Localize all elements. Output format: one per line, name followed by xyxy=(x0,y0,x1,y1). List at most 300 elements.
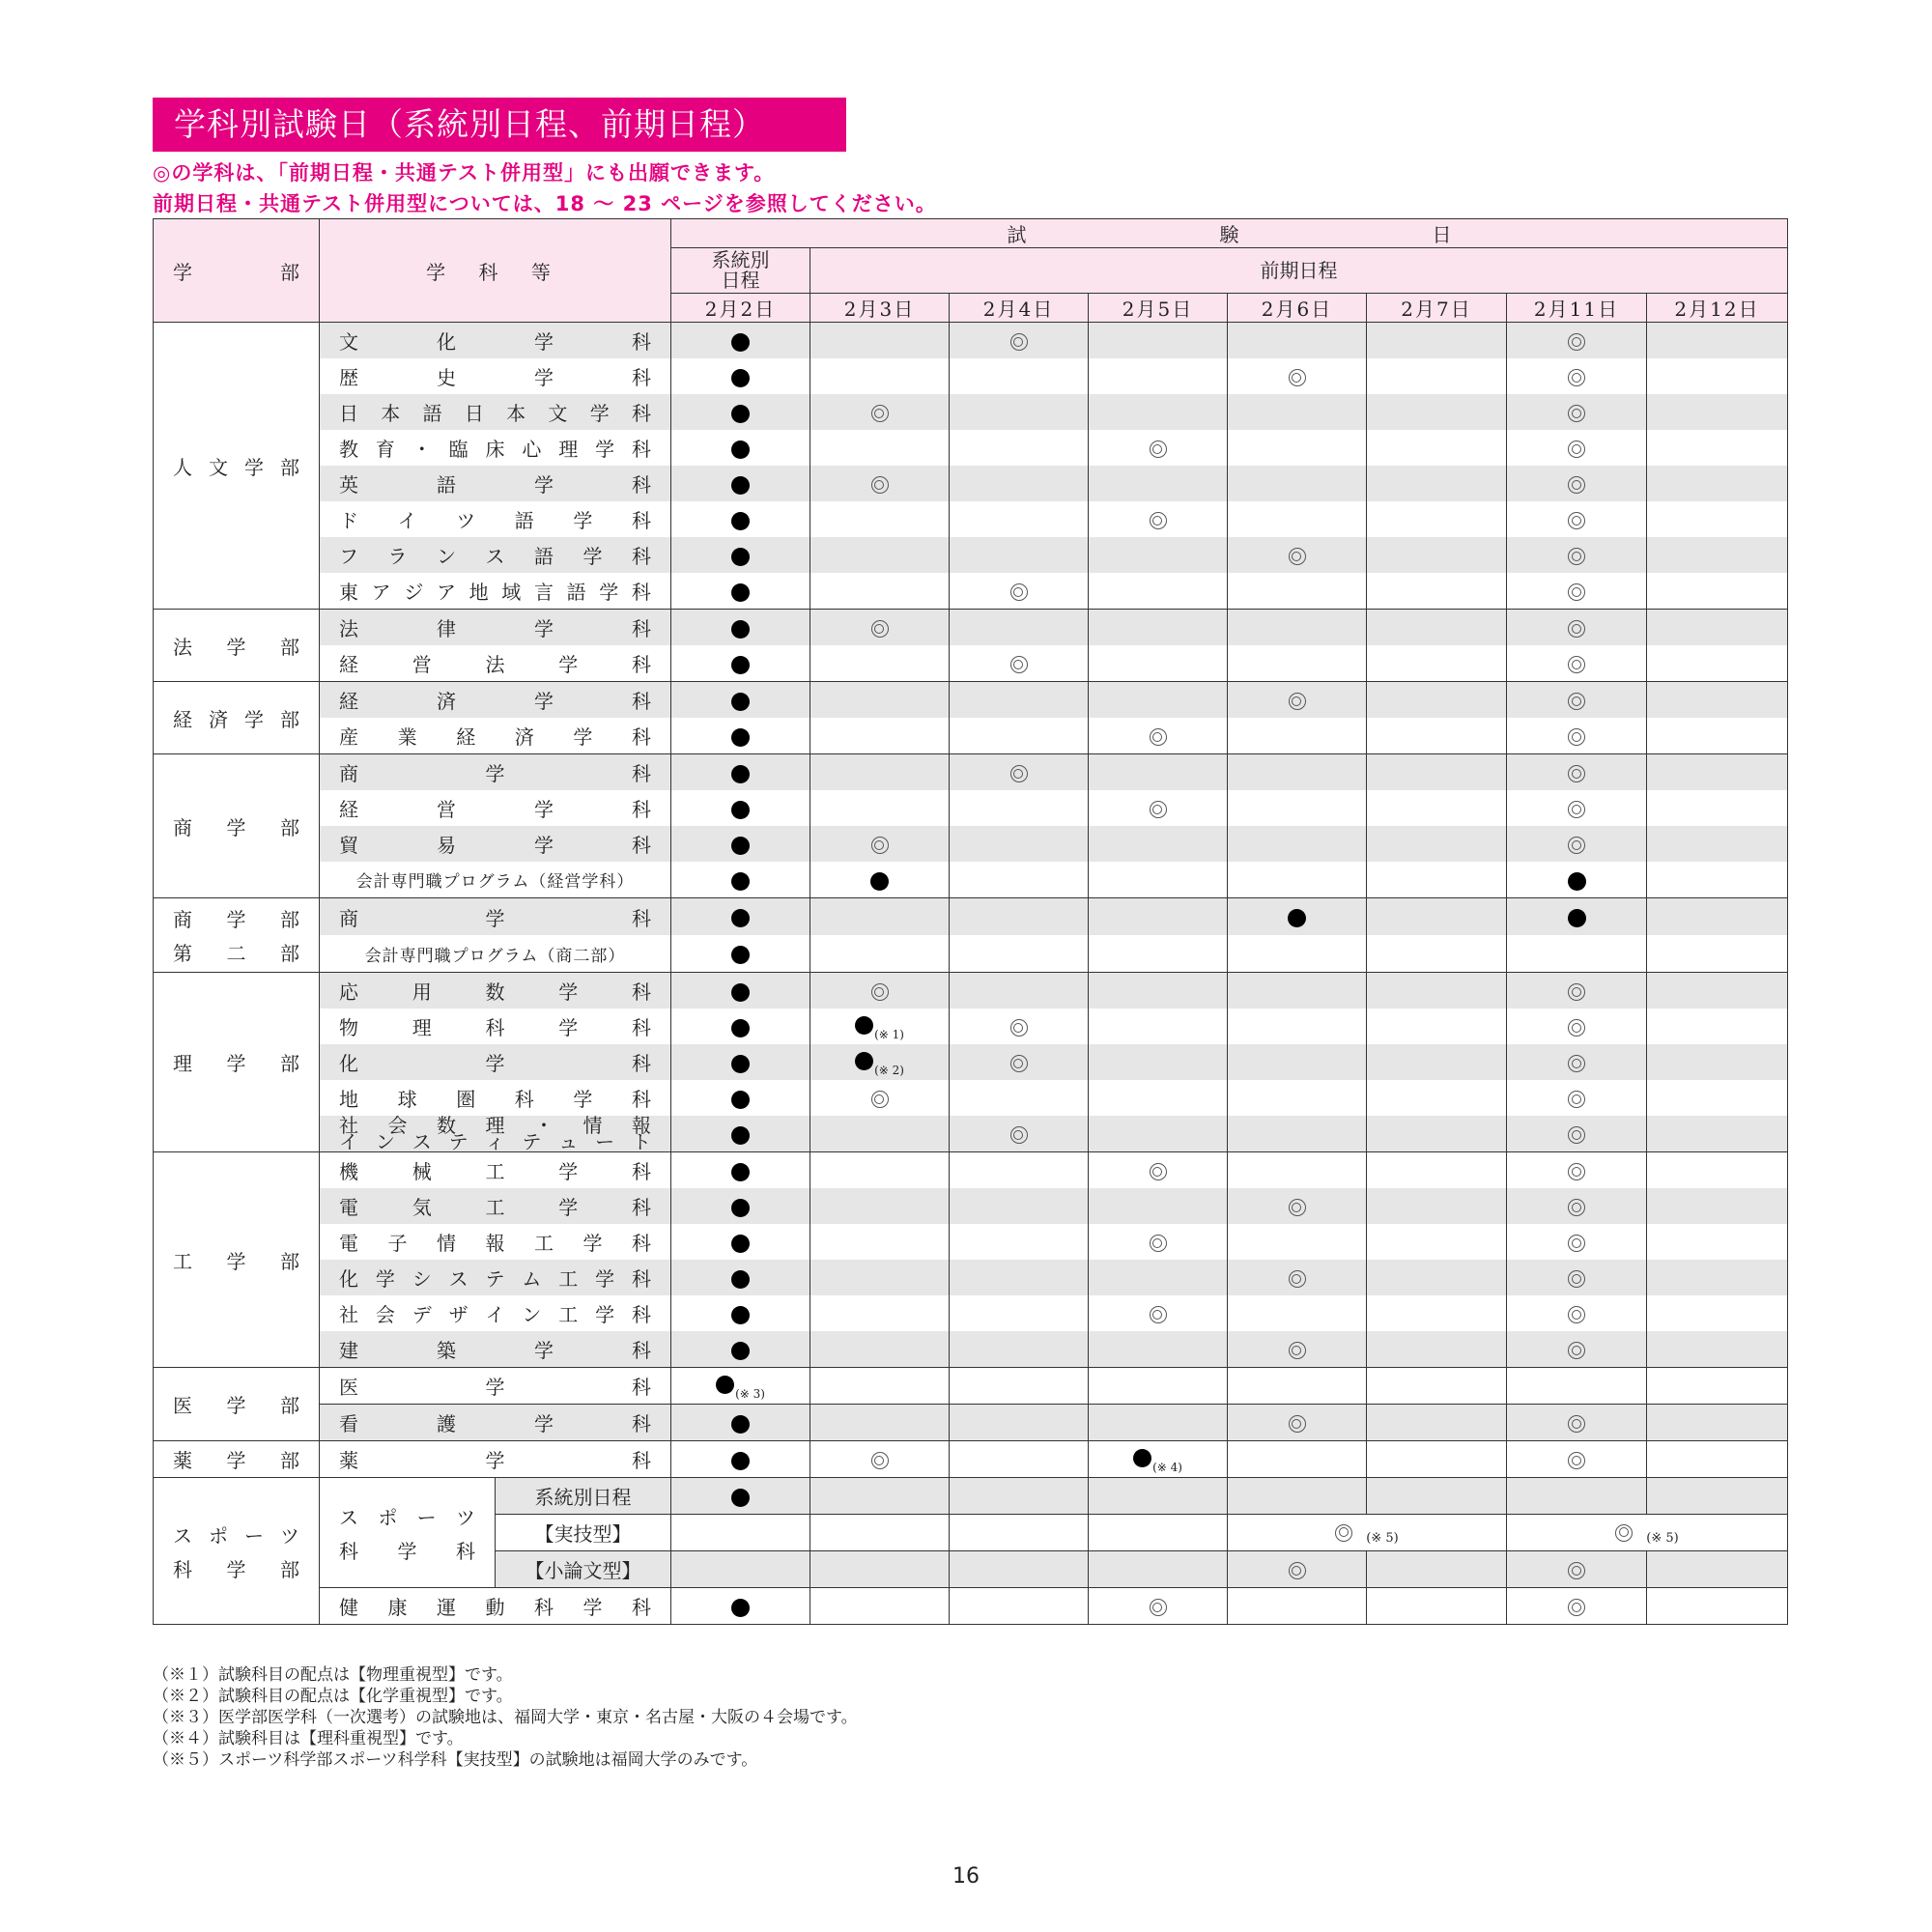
date-cell xyxy=(1089,394,1228,430)
department-cell: 建 築 学 科 xyxy=(320,1331,671,1368)
date-cell xyxy=(1228,1009,1367,1044)
date-cell xyxy=(1089,573,1228,610)
date-cell xyxy=(1647,935,1788,973)
date-cell xyxy=(810,1009,950,1044)
date-cell xyxy=(950,1295,1089,1331)
dot-icon xyxy=(731,1199,750,1217)
date-cell xyxy=(1089,862,1228,898)
faculty-cell: 経 済 学 部 xyxy=(154,682,320,754)
date-cell xyxy=(810,358,950,394)
date-cell xyxy=(671,1405,810,1441)
date-cell xyxy=(950,1260,1089,1295)
date-cell xyxy=(1647,1405,1788,1441)
date-cell xyxy=(1089,610,1228,646)
dot-icon xyxy=(731,1415,750,1434)
date-cell xyxy=(810,973,950,1009)
date-cell xyxy=(1089,323,1228,359)
dot-icon xyxy=(731,620,750,639)
date-cell xyxy=(1228,1368,1367,1405)
double-circle-icon xyxy=(1568,512,1585,529)
date-cell xyxy=(1507,1116,1647,1152)
table-row xyxy=(154,973,1788,1009)
double-circle-icon xyxy=(1568,656,1585,673)
date-cell xyxy=(1647,826,1788,862)
header-date: 2月3日 xyxy=(810,294,950,323)
date-cell xyxy=(810,790,950,826)
date-cell xyxy=(1228,1224,1367,1260)
date-cell xyxy=(950,1405,1089,1441)
date-cell xyxy=(1228,537,1367,573)
date-cell xyxy=(810,1551,950,1588)
date-cell xyxy=(950,466,1089,501)
double-circle-icon xyxy=(871,837,889,854)
double-circle-icon xyxy=(1568,728,1585,746)
double-circle-icon xyxy=(1568,1562,1585,1579)
date-cell xyxy=(950,358,1089,394)
date-cell xyxy=(1228,862,1367,898)
double-circle-icon xyxy=(1568,440,1585,458)
date-cell xyxy=(950,862,1089,898)
date-cell xyxy=(1089,754,1228,791)
date-cell xyxy=(1228,1116,1367,1152)
date-cell xyxy=(950,323,1089,359)
date-cell xyxy=(1647,1368,1788,1405)
date-cell xyxy=(810,1368,950,1405)
double-circle-icon xyxy=(871,1452,889,1469)
table-row xyxy=(154,754,1788,791)
date-cell xyxy=(1507,645,1647,682)
double-circle-icon xyxy=(871,620,889,638)
double-circle-icon xyxy=(1150,1163,1167,1180)
date-cell xyxy=(810,1188,950,1224)
table-row xyxy=(154,1224,1788,1260)
department-cell: 看 護 学 科 xyxy=(320,1405,671,1441)
department-cell: 物 理 科 学 科 xyxy=(320,1009,671,1044)
double-circle-icon xyxy=(1289,548,1306,565)
date-cell xyxy=(1367,466,1507,501)
date-cell xyxy=(1228,466,1367,501)
date-cell xyxy=(810,898,950,936)
department-cell: ス ポ ー ツ 科 学 科 xyxy=(320,1478,496,1588)
date-cell xyxy=(671,537,810,573)
page-number: 16 xyxy=(952,1864,980,1889)
dot-icon xyxy=(731,693,750,711)
table-row xyxy=(154,1368,1788,1405)
dot-icon xyxy=(731,1091,750,1109)
date-cell xyxy=(671,358,810,394)
date-cell xyxy=(1367,645,1507,682)
table-row xyxy=(154,1188,1788,1224)
date-cell xyxy=(671,1515,810,1551)
date-cell xyxy=(1507,682,1647,719)
date-cell xyxy=(1089,1224,1228,1260)
double-circle-icon xyxy=(1150,728,1167,746)
table-row xyxy=(154,394,1788,430)
date-cell xyxy=(1228,501,1367,537)
date-cell xyxy=(1367,718,1507,754)
date-cell xyxy=(1507,1080,1647,1116)
date-cell xyxy=(1507,1441,1647,1478)
date-cell xyxy=(810,466,950,501)
department-cell: 産 業 経 済 学 科 xyxy=(320,718,671,754)
date-cell xyxy=(1647,430,1788,466)
footnote-1: （※１）試験科目の配点は【物理重視型】です。 xyxy=(153,1665,513,1685)
double-circle-icon xyxy=(1568,983,1585,1001)
date-cell xyxy=(950,610,1089,646)
dot-icon xyxy=(731,369,750,387)
dot-icon xyxy=(731,983,750,1002)
date-cell xyxy=(950,826,1089,862)
date-cell xyxy=(1647,610,1788,646)
date-cell xyxy=(1647,466,1788,501)
date-cell xyxy=(1507,1405,1647,1441)
faculty-cell: 商 学 部 xyxy=(154,754,320,898)
sub-type-label: 系統別日程 xyxy=(496,1478,671,1515)
department-cell: 会計専門職プログラム（商二部） xyxy=(320,935,671,973)
date-cell xyxy=(810,1331,950,1368)
table-row xyxy=(154,1441,1788,1478)
date-cell xyxy=(810,394,950,430)
dot-icon xyxy=(731,909,750,927)
date-cell xyxy=(950,898,1089,936)
date-cell xyxy=(1089,973,1228,1009)
dot-icon xyxy=(731,440,750,459)
table-row xyxy=(154,718,1788,754)
double-circle-icon xyxy=(871,983,889,1001)
date-cell xyxy=(950,935,1089,973)
date-cell xyxy=(671,1224,810,1260)
date-cell xyxy=(950,1224,1089,1260)
date-cell xyxy=(1228,323,1367,359)
date-cell xyxy=(1367,1588,1507,1625)
date-cell xyxy=(810,718,950,754)
date-cell xyxy=(1507,1224,1647,1260)
dot-icon xyxy=(1568,872,1586,891)
faculty-cell: 薬 学 部 xyxy=(154,1441,320,1478)
footnote-mark: (※ 1) xyxy=(874,1027,904,1041)
date-cell xyxy=(1507,1152,1647,1189)
date-cell xyxy=(810,1152,950,1189)
dot-icon xyxy=(870,872,889,891)
double-circle-icon xyxy=(1568,1599,1585,1616)
date-cell xyxy=(1507,394,1647,430)
department-cell: 電 子 情 報 工 学 科 xyxy=(320,1224,671,1260)
double-circle-icon xyxy=(1010,583,1028,601)
sub-type-label: 【小論文型】 xyxy=(496,1551,671,1588)
department-cell: 応 用 数 学 科 xyxy=(320,973,671,1009)
date-cell xyxy=(671,394,810,430)
date-cell xyxy=(1228,973,1367,1009)
double-circle-icon xyxy=(1568,1452,1585,1469)
date-cell xyxy=(1089,1515,1228,1551)
date-cell xyxy=(1089,682,1228,719)
faculty-cell: ス ポ ー ツ 科 学 部 xyxy=(154,1478,320,1625)
date-cell xyxy=(1367,1368,1507,1405)
header-date: 2月11日 xyxy=(1507,294,1647,323)
date-cell xyxy=(1367,1009,1507,1044)
date-cell xyxy=(1089,1044,1228,1080)
header-zenki: 前期日程 xyxy=(810,248,1788,294)
double-circle-icon xyxy=(1568,837,1585,854)
date-cell xyxy=(1647,1080,1788,1116)
date-cell xyxy=(1507,1551,1647,1588)
date-cell xyxy=(1089,1478,1228,1515)
date-cell xyxy=(1647,1152,1788,1189)
date-cell xyxy=(1089,1295,1228,1331)
department-cell: 機 械 工 学 科 xyxy=(320,1152,671,1189)
date-cell xyxy=(671,1116,810,1152)
date-cell xyxy=(1228,1441,1367,1478)
date-cell xyxy=(1089,1080,1228,1116)
date-cell xyxy=(1367,430,1507,466)
dot-icon xyxy=(731,1489,750,1507)
date-cell xyxy=(1507,935,1647,973)
date-cell xyxy=(1507,537,1647,573)
double-circle-icon xyxy=(1289,369,1306,386)
date-cell xyxy=(810,1260,950,1295)
date-cell xyxy=(950,1116,1089,1152)
department-cell: 経 営 学 科 xyxy=(320,790,671,826)
table-row xyxy=(154,1152,1788,1189)
date-cell xyxy=(1228,1551,1367,1588)
table-row xyxy=(154,862,1788,898)
double-circle-icon xyxy=(1568,1055,1585,1072)
date-cell xyxy=(1367,501,1507,537)
date-cell xyxy=(1367,862,1507,898)
faculty-cell: 理 学 部 xyxy=(154,973,320,1152)
department-cell: 社 会 数 理 ・ 情 報 イ ン ス テ ィ テ ュ ー ト xyxy=(320,1116,671,1152)
table-row xyxy=(154,1044,1788,1080)
date-cell xyxy=(1507,430,1647,466)
table-row xyxy=(154,645,1788,682)
table-row xyxy=(154,1295,1788,1331)
double-circle-icon xyxy=(1289,1199,1306,1216)
department-cell: 商 学 科 xyxy=(320,898,671,936)
department-cell: 東 ア ジ ア 地 域 言 語 学 科 xyxy=(320,573,671,610)
department-cell: 健 康 運 動 科 学 科 xyxy=(320,1588,671,1625)
schedule-body xyxy=(154,323,1788,1625)
date-cell xyxy=(950,430,1089,466)
date-cell xyxy=(1228,898,1367,936)
double-circle-icon xyxy=(1010,1019,1028,1037)
department-cell: 会計専門職プログラム（経営学科） xyxy=(320,862,671,898)
double-circle-icon xyxy=(1335,1524,1352,1542)
date-cell xyxy=(1367,1551,1507,1588)
dot-icon xyxy=(716,1376,734,1394)
date-cell xyxy=(950,973,1089,1009)
page-title: 学科別試験日（系統別日程、前期日程） xyxy=(153,98,846,152)
date-cell xyxy=(1647,323,1788,359)
header-faculty: 学 部 xyxy=(154,219,320,323)
double-circle-icon xyxy=(871,476,889,494)
table-row xyxy=(154,1009,1788,1044)
date-cell xyxy=(1507,610,1647,646)
date-cell xyxy=(1367,1044,1507,1080)
date-cell xyxy=(810,682,950,719)
date-cell xyxy=(671,718,810,754)
date-cell xyxy=(671,1295,810,1331)
date-cell xyxy=(1647,501,1788,537)
department-cell: ド イ ツ 語 学 科 xyxy=(320,501,671,537)
footnote-mark: (※ 5) xyxy=(1366,1531,1399,1546)
date-cell xyxy=(810,573,950,610)
date-cell xyxy=(950,1188,1089,1224)
dot-icon xyxy=(731,728,750,747)
header-keitou: 系統別 日程 xyxy=(671,248,810,294)
department-cell: 電 気 工 学 科 xyxy=(320,1188,671,1224)
dot-icon xyxy=(731,1342,750,1360)
date-cell xyxy=(1507,1188,1647,1224)
date-cell xyxy=(671,898,810,936)
double-circle-icon xyxy=(1010,333,1028,351)
date-cell xyxy=(1228,1405,1367,1441)
date-cell xyxy=(1367,1260,1507,1295)
date-cell-merged xyxy=(1228,1515,1507,1551)
department-cell: 経 営 法 学 科 xyxy=(320,645,671,682)
table-row xyxy=(154,790,1788,826)
table-row xyxy=(154,682,1788,719)
header-exam-day: 試 験 日 xyxy=(671,219,1788,248)
dot-icon xyxy=(731,1235,750,1253)
dot-icon xyxy=(1133,1449,1151,1467)
table-row xyxy=(154,610,1788,646)
double-circle-icon xyxy=(1568,333,1585,351)
date-cell xyxy=(1089,1188,1228,1224)
double-circle-icon xyxy=(1010,765,1028,782)
dot-icon xyxy=(855,1052,873,1070)
department-cell: 社 会 デ ザ イ ン 工 学 科 xyxy=(320,1295,671,1331)
date-cell xyxy=(1228,1331,1367,1368)
double-circle-icon xyxy=(1568,405,1585,422)
double-circle-icon xyxy=(1568,765,1585,782)
date-cell xyxy=(1647,790,1788,826)
department-cell: 医 学 科 xyxy=(320,1368,671,1405)
date-cell xyxy=(1367,682,1507,719)
date-cell xyxy=(1647,1551,1788,1588)
double-circle-icon xyxy=(1568,476,1585,494)
date-cell xyxy=(1367,790,1507,826)
date-cell xyxy=(1507,862,1647,898)
date-cell xyxy=(1228,394,1367,430)
date-cell xyxy=(1367,1331,1507,1368)
date-cell xyxy=(1507,1478,1647,1515)
double-circle-icon xyxy=(1568,1415,1585,1433)
double-circle-icon xyxy=(1568,1091,1585,1108)
date-cell xyxy=(671,1080,810,1116)
date-cell xyxy=(1647,573,1788,610)
faculty-cell: 医 学 部 xyxy=(154,1368,320,1441)
header-date: 2月2日 xyxy=(671,294,810,323)
department-cell: 地 球 圏 科 学 科 xyxy=(320,1080,671,1116)
table-row xyxy=(154,1080,1788,1116)
date-cell xyxy=(1647,718,1788,754)
double-circle-icon xyxy=(1568,583,1585,601)
date-cell xyxy=(1507,573,1647,610)
date-cell xyxy=(810,1588,950,1625)
date-cell xyxy=(810,1441,950,1478)
date-cell xyxy=(1647,1441,1788,1478)
date-cell xyxy=(1228,718,1367,754)
date-cell xyxy=(1647,394,1788,430)
date-cell xyxy=(1647,754,1788,791)
date-cell xyxy=(671,826,810,862)
date-cell xyxy=(1507,501,1647,537)
date-cell xyxy=(1089,790,1228,826)
date-cell xyxy=(671,430,810,466)
date-cell xyxy=(1647,1188,1788,1224)
date-cell xyxy=(1228,935,1367,973)
double-circle-icon xyxy=(1568,693,1585,710)
date-cell xyxy=(1647,1588,1788,1625)
department-cell: 日 本 語 日 本 文 学 科 xyxy=(320,394,671,430)
double-circle-icon xyxy=(871,1091,889,1108)
sub-type-label: 【実技型】 xyxy=(496,1515,671,1551)
date-cell xyxy=(950,1152,1089,1189)
date-cell xyxy=(1367,1152,1507,1189)
date-cell xyxy=(1089,430,1228,466)
date-cell xyxy=(671,973,810,1009)
date-cell xyxy=(671,1331,810,1368)
double-circle-icon xyxy=(1289,1415,1306,1433)
date-cell xyxy=(1089,826,1228,862)
date-cell xyxy=(1647,1044,1788,1080)
date-cell xyxy=(1507,718,1647,754)
date-cell xyxy=(1507,790,1647,826)
date-cell xyxy=(1367,323,1507,359)
double-circle-icon xyxy=(1289,1342,1306,1359)
date-cell xyxy=(1228,1588,1367,1625)
date-cell xyxy=(1089,501,1228,537)
table-row xyxy=(154,430,1788,466)
date-cell xyxy=(810,323,950,359)
date-cell xyxy=(1647,973,1788,1009)
date-cell xyxy=(950,573,1089,610)
date-cell xyxy=(671,466,810,501)
footnote-2: （※２）試験科目の配点は【化学重視型】です。 xyxy=(153,1687,513,1706)
faculty-cell: 法 学 部 xyxy=(154,610,320,682)
department-cell: 貿 易 学 科 xyxy=(320,826,671,862)
date-cell xyxy=(950,1478,1089,1515)
date-cell xyxy=(1367,898,1507,936)
date-cell xyxy=(950,718,1089,754)
date-cell xyxy=(1089,1260,1228,1295)
date-cell xyxy=(950,1551,1089,1588)
date-cell xyxy=(950,1044,1089,1080)
dot-icon xyxy=(731,476,750,495)
header-date: 2月12日 xyxy=(1647,294,1788,323)
dot-icon xyxy=(731,656,750,674)
double-circle-icon xyxy=(1568,1235,1585,1252)
double-circle-icon xyxy=(1150,512,1167,529)
date-cell xyxy=(1507,826,1647,862)
date-cell xyxy=(1507,898,1647,936)
date-cell xyxy=(950,754,1089,791)
double-circle-icon xyxy=(1568,548,1585,565)
date-cell xyxy=(810,1515,950,1551)
date-cell xyxy=(1228,682,1367,719)
header-department: 学 科 等 xyxy=(320,219,671,323)
date-cell xyxy=(1367,1405,1507,1441)
footnote-mark: (※ 5) xyxy=(1646,1531,1679,1546)
date-cell xyxy=(671,682,810,719)
dot-icon xyxy=(731,1055,750,1073)
date-cell xyxy=(1228,1295,1367,1331)
date-cell xyxy=(1367,573,1507,610)
date-cell xyxy=(810,537,950,573)
footnote-3: （※３）医学部医学科（一次選考）の試験地は、福岡大学・東京・名古屋・大阪の４会場です。 xyxy=(153,1708,858,1727)
date-cell xyxy=(950,1515,1089,1551)
table-row xyxy=(154,573,1788,610)
